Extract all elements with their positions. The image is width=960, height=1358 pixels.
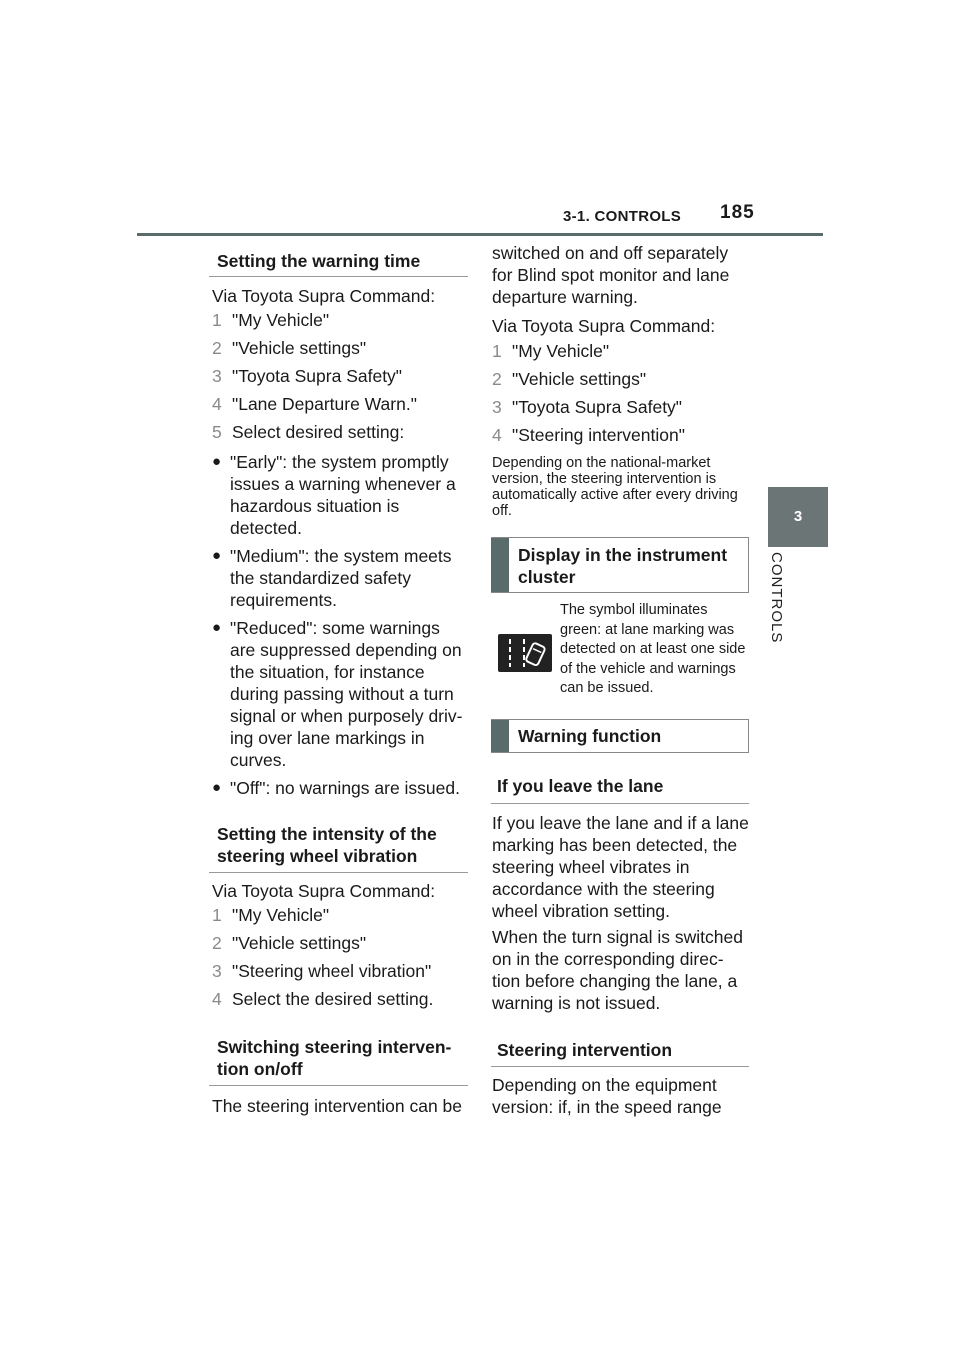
- steps-intensity: [212, 904, 472, 1016]
- page-number: 185: [720, 202, 755, 223]
- section-title: 3-1. CONTROLS: [563, 208, 682, 225]
- bullet-icon: ●: [212, 619, 222, 636]
- step-item: 5 Select desired setting:: [212, 422, 405, 442]
- symbol-description: The symbol illuminates green: at lane marking was detected on at least one side of the vehicle and warnings can be issued.: [560, 602, 746, 696]
- steps-warning-time: [212, 309, 472, 449]
- left-via-1: Via Toyota Supra Command:: [212, 286, 436, 306]
- chapter-tab: 3: [768, 487, 828, 547]
- step-item: 3 "Steering wheel vibration": [212, 961, 432, 981]
- bullet-list: [212, 451, 468, 799]
- heading-display: Display in the instrument cluster: [491, 537, 749, 593]
- header-rule: [137, 233, 823, 236]
- step-item: 1 "My Vehicle": [212, 905, 330, 925]
- lane-departure-symbol: [498, 634, 552, 672]
- list-item: ● "Reduced": some warnings are suppressed depending on the situation, for instance during passing without a turn signal or when purposely driv-ing over lane markings in curves.: [212, 618, 463, 770]
- national-market-note: Depending on the national-market version, the steering intervention is automatically active after every driving off.: [492, 455, 738, 519]
- leave-lane-paragraph-2: When the turn signal is switched on in the corresponding direc-tion before changing the lane, a warning is not issued.: [492, 927, 743, 1013]
- bullet-icon: ●: [212, 779, 222, 796]
- steering-paragraph-1: Depending on the equipment version: if, in the speed range: [492, 1075, 722, 1117]
- right-via-3: Via Toyota Supra Command:: [492, 316, 716, 336]
- bullet-icon: ●: [212, 547, 222, 564]
- steps-steering: [492, 340, 750, 452]
- heading-warning-time: Setting the warning time: [209, 242, 468, 277]
- step-item: 2 "Vehicle settings": [212, 338, 367, 358]
- list-item: ● "Medium": the system meets the standardized safety requirements.: [212, 546, 452, 610]
- heading-leave-lane: If you leave the lane: [491, 768, 749, 804]
- step-item: 4 Select the desired setting.: [212, 989, 434, 1009]
- step-item: 4 "Steering intervention": [492, 425, 685, 445]
- heading-warning-function: Warning function: [491, 719, 749, 753]
- step-item: 2 "Vehicle settings": [212, 933, 367, 953]
- step-item: 3 "Toyota Supra Safety": [212, 366, 403, 386]
- step-item: 1 "My Vehicle": [492, 341, 610, 361]
- step-item: 2 "Vehicle settings": [492, 369, 647, 389]
- step-item: 4 "Lane Departure Warn.": [212, 394, 417, 414]
- list-item: ● "Off": no warnings are issued.: [212, 778, 460, 798]
- right-continued-text: switched on and off separately for Blind spot monitor and lane departure warning.: [492, 243, 730, 307]
- lane-departure-icon: [498, 634, 552, 672]
- left-tail-text: The steering intervention can be: [212, 1096, 463, 1116]
- heading-switching: Switching steering interven-tion on/off: [209, 1028, 468, 1086]
- list-item: ● "Early": the system promptly issues a warning whenever a hazardous situation is detected.: [212, 452, 456, 538]
- left-via-2: Via Toyota Supra Command:: [212, 881, 436, 901]
- chapter-tab-label: CONTROLS: [768, 552, 785, 644]
- step-item: 3 "Toyota Supra Safety": [492, 397, 683, 417]
- heading-intensity: Setting the intensity of the steering wheel vibration: [209, 815, 468, 873]
- bullet-icon: ●: [212, 453, 222, 470]
- leave-lane-paragraph-1: If you leave the lane and if a lane marking has been detected, the steering wheel vibrates in accordance with the steering wheel vibration setting.: [492, 813, 749, 921]
- step-item: 1 "My Vehicle": [212, 310, 330, 330]
- heading-steering-intervention: Steering intervention: [491, 1032, 749, 1067]
